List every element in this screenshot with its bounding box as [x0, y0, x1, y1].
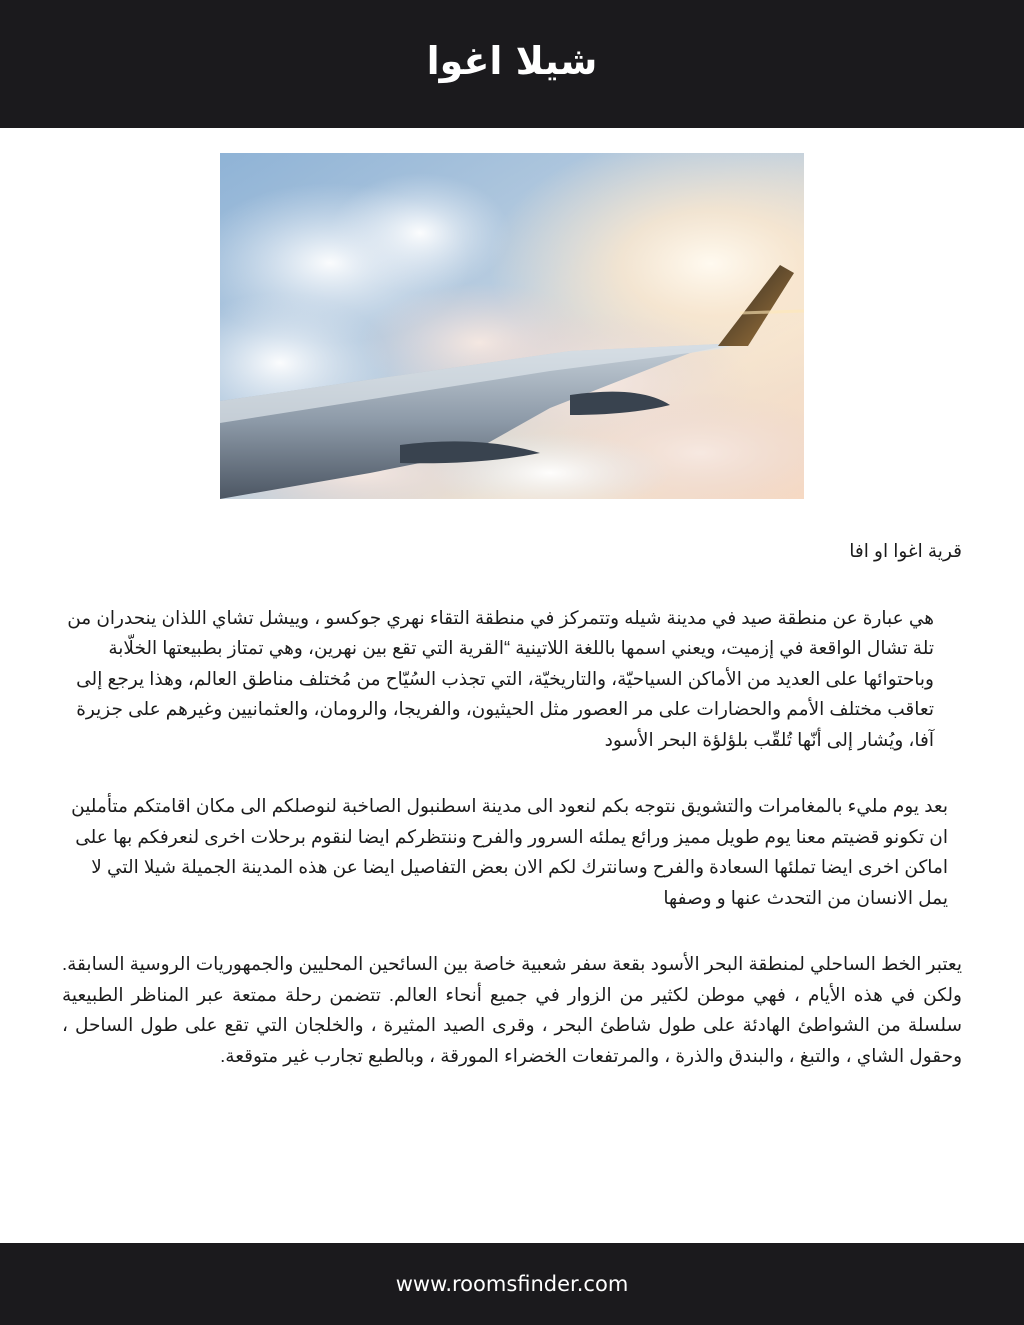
- paragraph-2: بعد يوم مليء بالمغامرات والتشويق نتوجه بكم لنعود الى مدينة اسطنبول الصاخبة لنوصلكم الى مكان اقامتكم متأملين ان تكونو قضيتم معنا يوم طويل مميز ورائع يملئه السرور والفرح وننتظركم ايضا لنقوم برحلات اخرى لنعرفكم بها على اماكن اخرى ايضا تملئها السعادة والفرح وسانترك لكم الان بعض التفاصيل ايضا عن هذه المدينة الجميلة شيلا التي لا يمل الانسان من التحدث عنها و وصفها: [71, 795, 948, 908]
- page-title: شيلا اغوا: [426, 39, 598, 83]
- article-body: [62, 532, 962, 1071]
- paragraph-3: يعتبر الخط الساحلي لمنطقة البحر الأسود بقعة سفر شعبية خاصة بين السائحين المحليين والجمهوريات الروسية السابقة. ولكن في هذه الأيام ، فهي موطن لكثير من الزوار في جميع أنحاء العالم. تتضمن رحلة ممتعة عبر المناظر الطبيعية سلسلة من الشواطئ الهادئة على طول شاطئ البحر ، وقرى الصيد المثيرة ، والخلجان التي تقع على طول الساحل ، وحقول الشاي ، والتبغ ، والبندق والذرة ، والمرتفعات الخضراء المورقة ، وبالطبع تجارب غير متوقعة.: [62, 953, 962, 1066]
- hero-image: [220, 153, 804, 499]
- airplane-wing-over-clouds-illustration: [220, 153, 804, 499]
- paragraph-1: هي عبارة عن منطقة صيد في مدينة شيله وتتمركز في منطقة التقاء نهري جوكسو ، وييشل تشاي اللذان ينحدران من تلة تشال الواقعة في إزميت، ويعني اسمها باللغة اللاتينية “القرية التي تقع بين نهرين، وهي تمتاز بطبيعتها الخلّابة وباحتوائها على العديد من الأماكن السياحيّة، والتاريخيّة، التي تجذب السُيّاح من مُختلف مناطق العالم، وهذا يرجع إلى تعاقب مختلف الأمم والحضارات على مر العصور مثل الحيثيون، والفريجا، والرومان، والعثمانيين وغيرهم على جزيرة آفا، ويُشار إلى أنّها تُلقّب بلؤلؤة البحر الأسود: [67, 606, 934, 750]
- page-footer: [0, 1243, 1024, 1325]
- section-subtitle: قرية اغوا او افا: [849, 540, 962, 561]
- page-header: [0, 0, 1024, 128]
- website-link[interactable]: www.roomsfinder.com: [395, 1272, 629, 1296]
